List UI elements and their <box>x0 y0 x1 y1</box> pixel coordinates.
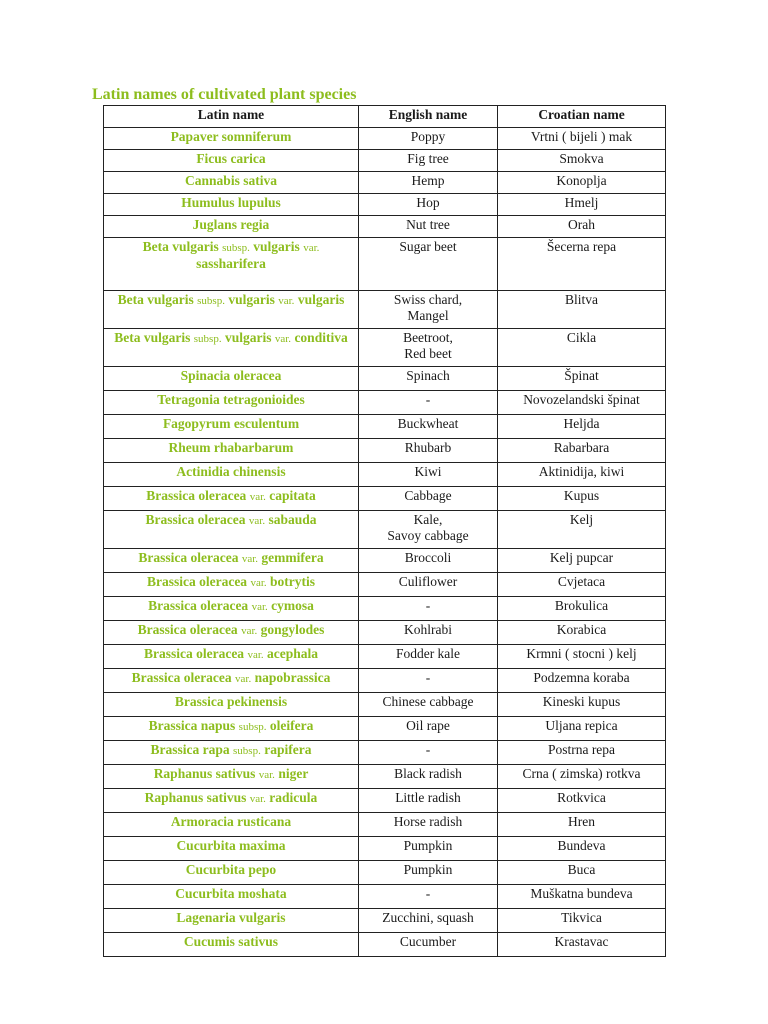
english-name-cell: Fodder kale <box>359 645 498 669</box>
latin-name-cell <box>104 693 359 717</box>
croatian-name-cell: Brokulica <box>498 597 666 621</box>
latin-name-cell <box>104 597 359 621</box>
taxon-name: vulgaris <box>253 239 300 254</box>
taxon-name: botrytis <box>270 574 316 589</box>
taxon-name: Cucumis sativus <box>183 934 279 949</box>
table-row <box>104 909 666 933</box>
english-name-cell: Kiwi <box>359 463 498 487</box>
taxon-name: Brassica oleracea <box>131 670 232 685</box>
latin-name-cell <box>104 463 359 487</box>
english-name-cell: Fig tree <box>359 150 498 172</box>
taxon-name: Brassica napus <box>148 718 236 733</box>
english-name-cell: Zucchini, squash <box>359 909 498 933</box>
latin-name-cell <box>104 933 359 957</box>
taxon-rank: var. <box>235 673 252 685</box>
croatian-name-cell: Krastavac <box>498 933 666 957</box>
english-name-cell: Chinese cabbage <box>359 693 498 717</box>
taxon-name: Cucurbita maxima <box>176 838 286 853</box>
taxon-name: Beta vulgaris <box>142 239 219 254</box>
table-row <box>104 216 666 238</box>
taxon-rank: var. <box>258 769 275 781</box>
english-name-cell: Hemp <box>359 172 498 194</box>
croatian-name-cell: Orah <box>498 216 666 238</box>
taxon-name: Brassica pekinensis <box>174 694 288 709</box>
taxon-rank: var. <box>241 553 259 565</box>
taxon-name: conditiva <box>294 330 348 345</box>
latin-name-cell <box>104 717 359 741</box>
taxon-name: Cucurbita moshata <box>175 886 287 901</box>
table-row <box>104 487 666 511</box>
latin-name-cell <box>104 238 359 291</box>
latin-name-cell <box>104 391 359 415</box>
latin-name-cell <box>104 549 359 573</box>
latin-name-cell <box>104 573 359 597</box>
taxon-name: cymosa <box>271 598 314 613</box>
croatian-name-cell: Špinat <box>498 367 666 391</box>
table-row <box>104 329 666 367</box>
english-name-cell: - <box>359 391 498 415</box>
latin-name-cell <box>104 487 359 511</box>
croatian-name-cell: Smokva <box>498 150 666 172</box>
taxon-name: Actinidia chinensis <box>176 464 286 479</box>
table-row <box>104 172 666 194</box>
header-english-name: English name <box>359 106 498 128</box>
taxon-name: Fagopyrum esculentum <box>162 416 300 431</box>
croatian-name-cell: Šecerna repa <box>498 238 666 291</box>
croatian-name-cell: Tikvica <box>498 909 666 933</box>
croatian-name-cell: Cvjetaca <box>498 573 666 597</box>
english-name-cell: Nut tree <box>359 216 498 238</box>
english-name-cell: Culiflower <box>359 573 498 597</box>
croatian-name-cell: Heljda <box>498 415 666 439</box>
table-header-row <box>104 106 666 128</box>
croatian-name-cell: Vrtni ( bijeli ) mak <box>498 128 666 150</box>
table-row <box>104 813 666 837</box>
latin-name-cell <box>104 216 359 238</box>
taxon-rank: subsp. <box>233 745 261 757</box>
latin-name-cell <box>104 885 359 909</box>
latin-name-cell <box>104 621 359 645</box>
taxon-rank: var. <box>248 515 266 527</box>
english-name-cell: Beetroot, Red beet <box>359 329 498 367</box>
english-name-cell: Cabbage <box>359 487 498 511</box>
croatian-name-cell: Hmelj <box>498 194 666 216</box>
taxon-name: Tetragonia tetragonioides <box>157 392 305 407</box>
taxon-name: Raphanus sativus <box>144 790 247 805</box>
taxon-name: Cucurbita pepo <box>185 862 277 877</box>
table-row <box>104 645 666 669</box>
table-row <box>104 128 666 150</box>
table-row <box>104 463 666 487</box>
latin-name-cell <box>104 813 359 837</box>
table-row <box>104 885 666 909</box>
table-row <box>104 194 666 216</box>
taxon-rank: subsp. <box>222 242 250 254</box>
table-row <box>104 861 666 885</box>
taxon-name: Brassica oleracea <box>146 488 247 503</box>
croatian-name-cell: Kelj pupcar <box>498 549 666 573</box>
taxon-name: rapifera <box>264 742 312 757</box>
taxon-name: oleifera <box>269 718 314 733</box>
taxon-name: acephala <box>267 646 319 661</box>
croatian-name-cell: Uljana repica <box>498 717 666 741</box>
croatian-name-cell: Buca <box>498 861 666 885</box>
table-body <box>104 128 666 957</box>
english-name-cell: Kohlrabi <box>359 621 498 645</box>
croatian-name-cell: Rabarbara <box>498 439 666 463</box>
taxon-name: Raphanus sativus <box>153 766 256 781</box>
taxon-rank: var. <box>249 491 266 503</box>
taxon-name: Ficus carica <box>196 151 266 166</box>
header-latin-name: Latin name <box>104 106 359 128</box>
taxon-name: Armoracia rusticana <box>170 814 292 829</box>
table-row <box>104 765 666 789</box>
table-row <box>104 573 666 597</box>
croatian-name-cell: Kelj <box>498 511 666 549</box>
taxon-name: Spinacia oleracea <box>180 368 282 383</box>
table-row <box>104 621 666 645</box>
latin-name-cell <box>104 909 359 933</box>
croatian-name-cell: Kupus <box>498 487 666 511</box>
taxon-name: Brassica oleracea <box>148 598 249 613</box>
taxon-name: Brassica oleracea <box>146 574 248 589</box>
table-row <box>104 291 666 329</box>
taxon-rank: var. <box>241 625 258 637</box>
taxon-rank: subsp. <box>197 295 225 307</box>
table-row <box>104 693 666 717</box>
taxon-name: Brassica oleracea <box>137 622 238 637</box>
latin-name-cell <box>104 150 359 172</box>
latin-name-cell <box>104 439 359 463</box>
taxon-rank: var. <box>251 601 268 613</box>
latin-name-cell <box>104 172 359 194</box>
latin-name-cell <box>104 511 359 549</box>
croatian-name-cell: Bundeva <box>498 837 666 861</box>
croatian-name-cell: Postrna repa <box>498 741 666 765</box>
english-name-cell: Oil rape <box>359 717 498 741</box>
table-row <box>104 367 666 391</box>
taxon-name: Humulus lupulus <box>181 195 281 210</box>
english-name-cell: Hop <box>359 194 498 216</box>
english-name-cell: Kale, Savoy cabbage <box>359 511 498 549</box>
latin-name-cell <box>104 765 359 789</box>
croatian-name-cell: Aktinidija, kiwi <box>498 463 666 487</box>
english-name-cell: Spinach <box>359 367 498 391</box>
taxon-name: sassharifera <box>196 256 266 271</box>
taxon-rank: var. <box>303 242 320 254</box>
table-row <box>104 511 666 549</box>
latin-name-cell <box>104 669 359 693</box>
taxon-name: gongylodes <box>260 622 325 637</box>
croatian-name-cell: Krmni ( stocni ) kelj <box>498 645 666 669</box>
latin-name-cell <box>104 291 359 329</box>
taxon-name: Brassica oleracea <box>143 646 245 661</box>
table-row <box>104 549 666 573</box>
taxon-name: Brassica oleracea <box>145 512 246 527</box>
taxon-name: sabauda <box>268 512 317 527</box>
latin-name-cell <box>104 645 359 669</box>
croatian-name-cell: Cikla <box>498 329 666 367</box>
taxon-name: vulgaris <box>224 330 272 345</box>
english-name-cell: Cucumber <box>359 933 498 957</box>
croatian-name-cell: Podzemna koraba <box>498 669 666 693</box>
taxon-rank: subsp. <box>238 721 267 733</box>
croatian-name-cell: Crna ( zimska) rotkva <box>498 765 666 789</box>
table-row <box>104 933 666 957</box>
croatian-name-cell: Korabica <box>498 621 666 645</box>
table-row <box>104 597 666 621</box>
taxon-rank: var. <box>249 793 266 805</box>
table-row <box>104 238 666 291</box>
english-name-cell: Black radish <box>359 765 498 789</box>
taxon-name: radicula <box>269 790 318 805</box>
latin-name-cell <box>104 789 359 813</box>
english-name-cell: Little radish <box>359 789 498 813</box>
taxon-name: Cannabis sativa <box>185 173 277 188</box>
english-name-cell: Horse radish <box>359 813 498 837</box>
taxon-name: Brassica oleracea <box>138 550 239 565</box>
latin-name-cell <box>104 837 359 861</box>
taxon-rank: subsp. <box>193 333 222 345</box>
plant-names-table <box>103 105 666 957</box>
table-row <box>104 150 666 172</box>
taxon-name: Lagenaria vulgaris <box>176 910 286 925</box>
english-name-cell: Pumpkin <box>359 861 498 885</box>
english-name-cell: - <box>359 741 498 765</box>
taxon-name: Brassica rapa <box>150 742 230 757</box>
taxon-name: niger <box>278 766 309 781</box>
taxon-rank: var. <box>274 333 292 345</box>
table-row <box>104 391 666 415</box>
taxon-name: gemmifera <box>261 550 324 565</box>
taxon-name: napobrassica <box>254 670 331 685</box>
croatian-name-cell: Blitva <box>498 291 666 329</box>
english-name-cell: Rhubarb <box>359 439 498 463</box>
croatian-name-cell: Novozelandski špinat <box>498 391 666 415</box>
table-row <box>104 669 666 693</box>
english-name-cell: - <box>359 669 498 693</box>
english-name-cell: Sugar beet <box>359 238 498 291</box>
latin-name-cell <box>104 861 359 885</box>
croatian-name-cell: Rotkvica <box>498 789 666 813</box>
croatian-name-cell: Konoplja <box>498 172 666 194</box>
latin-name-cell <box>104 415 359 439</box>
taxon-name: Beta vulgaris <box>117 292 194 307</box>
taxon-name: Juglans regia <box>192 217 270 232</box>
table-row <box>104 837 666 861</box>
table-row <box>104 439 666 463</box>
english-name-cell: - <box>359 885 498 909</box>
english-name-cell: Pumpkin <box>359 837 498 861</box>
table-row <box>104 741 666 765</box>
taxon-name: capitata <box>269 488 316 503</box>
croatian-name-cell: Kineski kupus <box>498 693 666 717</box>
taxon-rank: var. <box>247 649 264 661</box>
table-row <box>104 415 666 439</box>
taxon-name: Papaver somniferum <box>170 129 292 144</box>
taxon-name: Beta vulgaris <box>114 330 191 345</box>
english-name-cell: Buckwheat <box>359 415 498 439</box>
english-name-cell: - <box>359 597 498 621</box>
page-title: Latin names of cultivated plant species <box>92 86 357 103</box>
latin-name-cell <box>104 128 359 150</box>
taxon-name: Rheum rhabarbarum <box>168 440 294 455</box>
taxon-rank: var. <box>278 295 295 307</box>
header-croatian-name: Croatian name <box>498 106 666 128</box>
taxon-rank: var. <box>250 577 267 589</box>
croatian-name-cell: Muškatna bundeva <box>498 885 666 909</box>
table-row <box>104 789 666 813</box>
latin-name-cell <box>104 329 359 367</box>
english-name-cell: Poppy <box>359 128 498 150</box>
english-name-cell: Swiss chard, Mangel <box>359 291 498 329</box>
latin-name-cell <box>104 367 359 391</box>
english-name-cell: Broccoli <box>359 549 498 573</box>
latin-name-cell <box>104 194 359 216</box>
taxon-name: vulgaris <box>297 292 345 307</box>
latin-name-cell <box>104 741 359 765</box>
taxon-name: vulgaris <box>228 292 275 307</box>
croatian-name-cell: Hren <box>498 813 666 837</box>
table-row <box>104 717 666 741</box>
